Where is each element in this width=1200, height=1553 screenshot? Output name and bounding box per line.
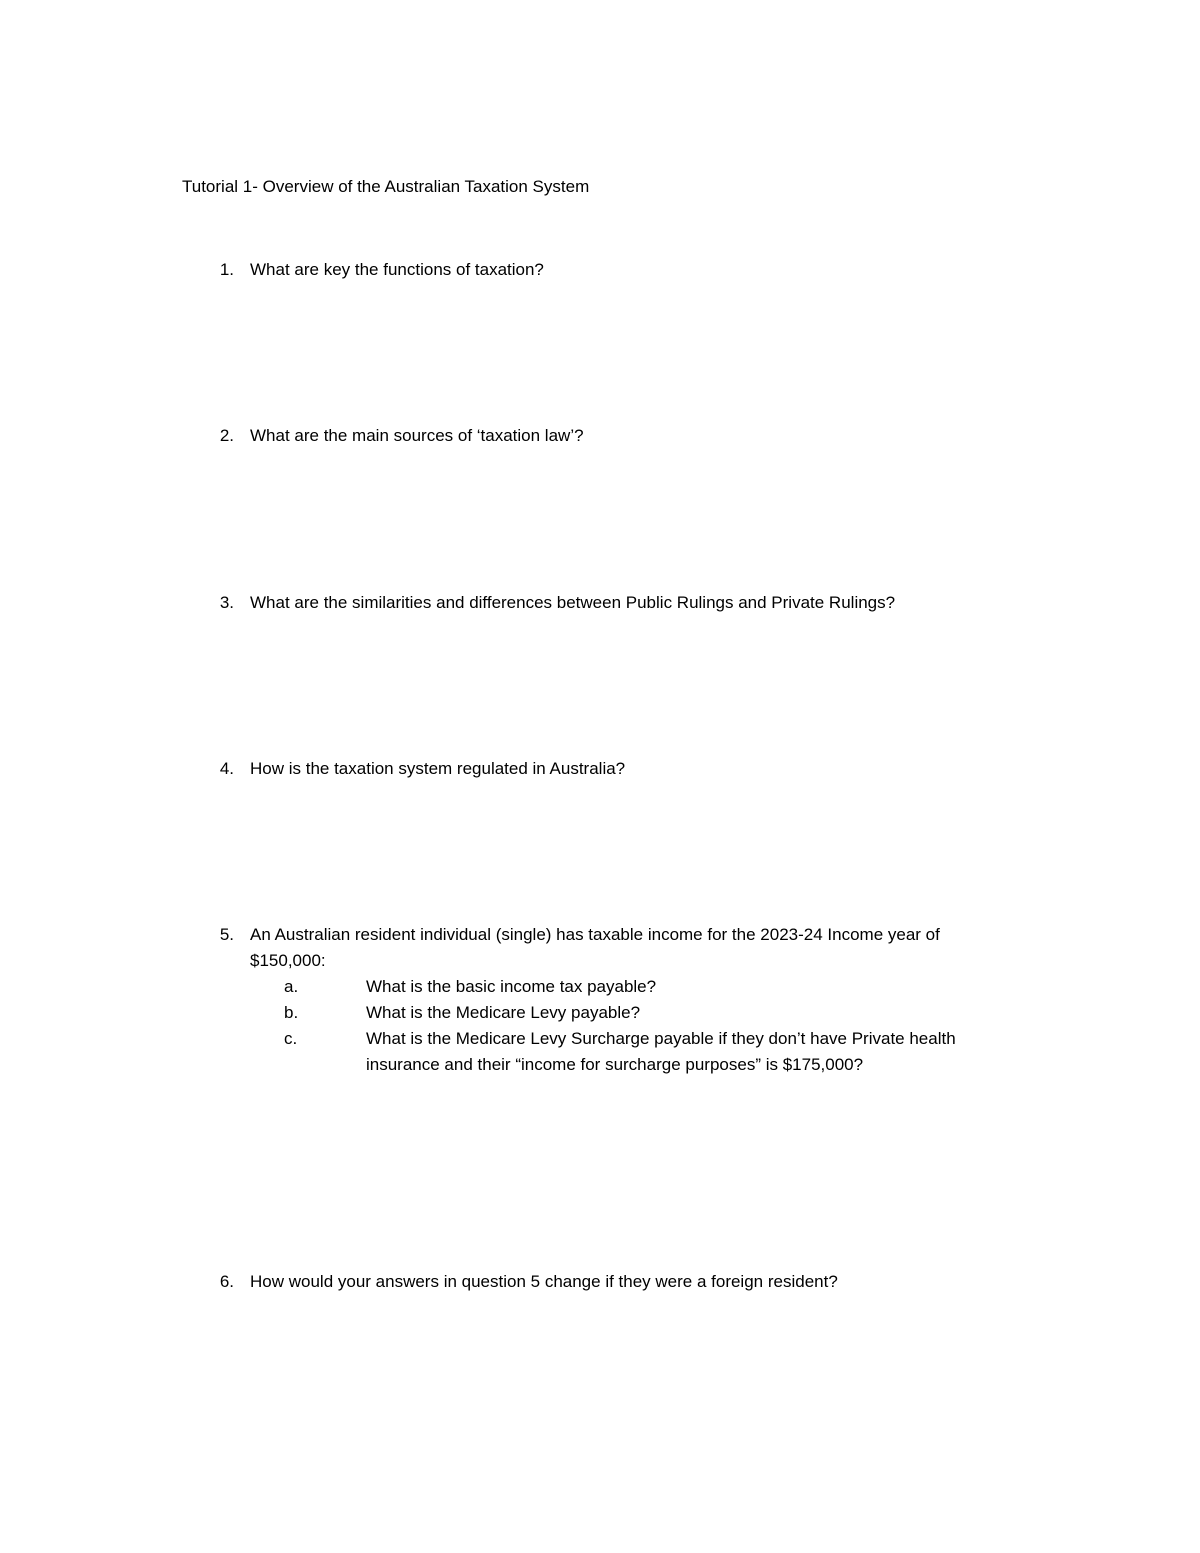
sub-question-letter: b. bbox=[284, 1003, 299, 1022]
question-number: 5. bbox=[219, 925, 234, 944]
question-text: How would your answers in question 5 change if they were a foreign resident? bbox=[250, 1272, 838, 1291]
question-text: An Australian resident individual (single) has taxable income for the 2023-24 Income year of $150,000: bbox=[250, 925, 940, 970]
document-title: Tutorial 1- Overview of the Australian Taxation System bbox=[182, 177, 590, 196]
sub-question-text: What is the Medicare Levy payable? bbox=[366, 1003, 641, 1022]
sub-question-text: What is the Medicare Levy Surcharge payable if they don’t have Private health insurance and their “income for surcharge purposes” is $175,000? bbox=[366, 1029, 956, 1074]
sub-question-a bbox=[284, 974, 976, 1000]
question-text: What are the main sources of ‘taxation law’? bbox=[250, 426, 584, 445]
question-text: How is the taxation system regulated in Australia? bbox=[250, 759, 626, 778]
question-number: 1. bbox=[219, 260, 234, 279]
sub-question-letter: c. bbox=[284, 1029, 298, 1048]
question-number: 4. bbox=[219, 759, 234, 778]
question-2 bbox=[200, 423, 1020, 449]
question-6 bbox=[200, 1269, 1020, 1295]
sub-question-text: What is the basic income tax payable? bbox=[366, 977, 657, 996]
sub-question-c bbox=[284, 1026, 976, 1078]
question-number: 2. bbox=[219, 426, 234, 445]
question-5 bbox=[200, 922, 990, 1078]
sub-question-letter: a. bbox=[284, 977, 299, 996]
sub-question-b bbox=[284, 1000, 976, 1026]
question-text: What are the similarities and differences between Public Rulings and Private Rulings? bbox=[250, 593, 896, 612]
question-3 bbox=[200, 590, 1020, 616]
question-number: 6. bbox=[219, 1272, 234, 1291]
question-1 bbox=[200, 257, 1020, 283]
question-number: 3. bbox=[219, 593, 234, 612]
question-4 bbox=[200, 756, 1020, 782]
question-text: What are key the functions of taxation? bbox=[250, 260, 544, 279]
